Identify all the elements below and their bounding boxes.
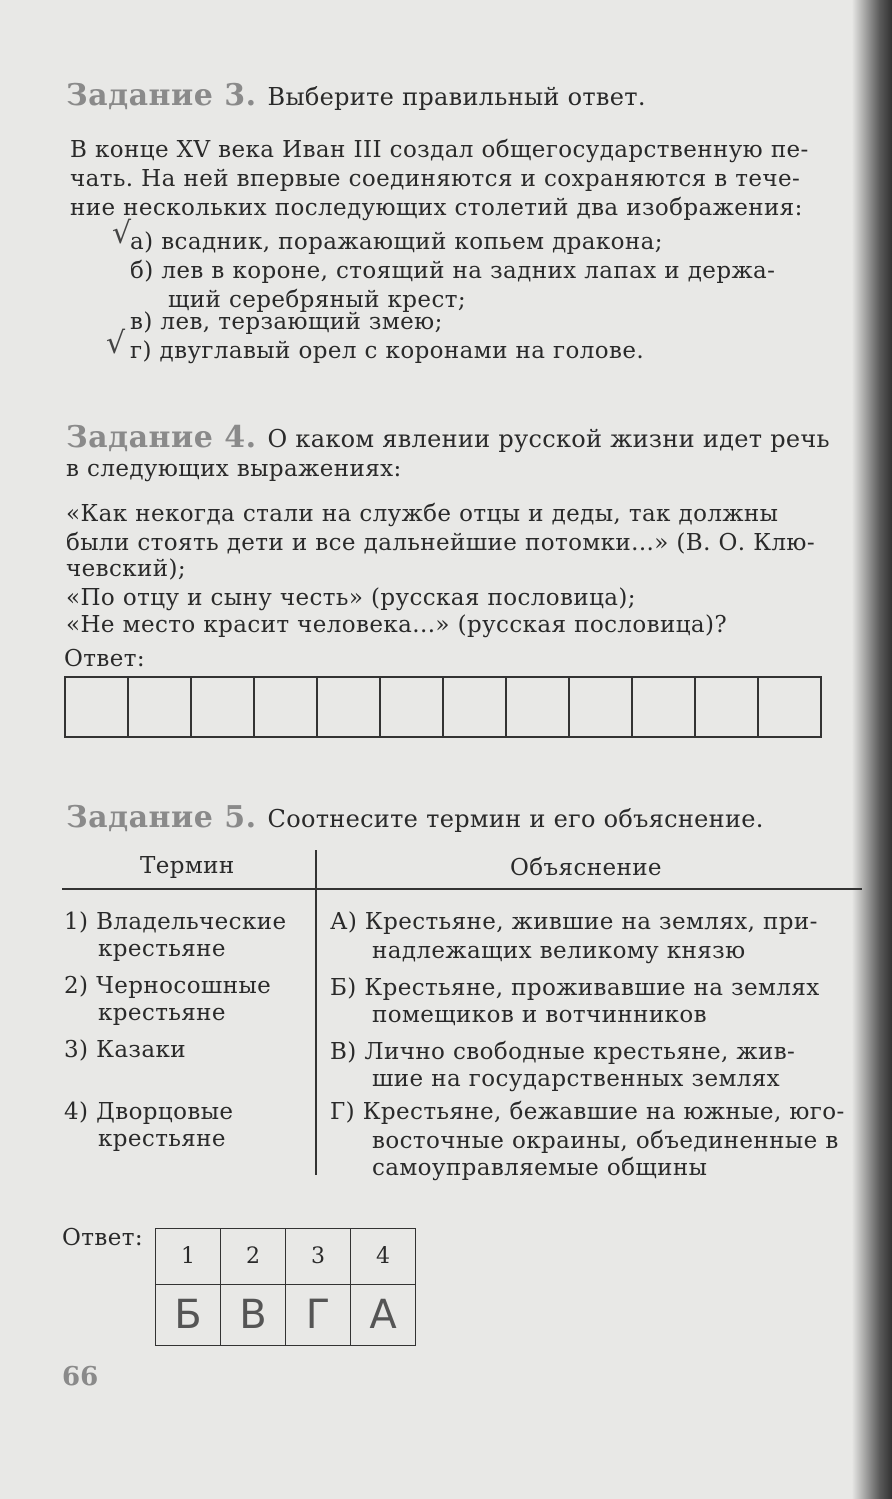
task5-answer-table [155, 1228, 416, 1346]
check-mark-a: √ [112, 216, 132, 251]
check-mark-g: √ [106, 326, 126, 361]
task4-answer-label: Ответ: [64, 646, 146, 672]
task3-option-a: а) всадник, поражающий копьем дракона; [130, 229, 663, 255]
answer-header-1: 1 [156, 1229, 221, 1285]
task5-col-term: Термин [140, 853, 235, 879]
answer-cell[interactable] [507, 678, 570, 736]
task3-text-line-2: чать. На ней впервые соединяются и сохраняются в тече- [70, 166, 801, 192]
task3-heading [66, 78, 646, 113]
answer-cell[interactable] [570, 678, 633, 736]
page-number: 66 [62, 1362, 99, 1392]
task5-question: Соотнесите термин и его объяснение. [267, 805, 764, 833]
task5-title: Задание 5. [66, 800, 257, 835]
answer-cell[interactable] [66, 678, 129, 736]
task3-text-line-1: В конце XV века Иван III создал общегосударственную пе- [70, 137, 809, 163]
answer-cell[interactable] [759, 678, 820, 736]
task4-title: Задание 4. [66, 420, 257, 455]
explanation-a-cont: надлежащих великому князю [372, 938, 746, 964]
term-2-cont: крестьяне [98, 1000, 226, 1026]
task4-question: О каком явлении русской жизни идет речь [267, 425, 830, 453]
task4-quote-line-1: «Как некогда стали на службе отцы и деды, так должны [66, 501, 779, 527]
explanation-g-cont-2: самоуправляемые общины [372, 1155, 708, 1181]
answer-value-2[interactable]: В [221, 1285, 286, 1346]
explanation-g: Г) Крестьяне, бежавшие на южные, юго- [330, 1099, 845, 1125]
table-column-divider [315, 850, 317, 1175]
table-header-divider [62, 888, 862, 890]
task4-answer-grid[interactable] [64, 676, 822, 738]
answer-cell[interactable] [633, 678, 696, 736]
task5-col-explanation: Объяснение [510, 855, 662, 881]
task3-option-v: в) лев, терзающий змею; [130, 309, 443, 335]
answer-value-4[interactable]: А [351, 1285, 416, 1346]
task4-quote-line-2: были стоять дети и все дальнейшие потомки...» (В. О. Клю- [66, 530, 816, 556]
task4-quote-line-5: «Не место красит человека...» (русская пословица)? [66, 612, 728, 638]
task5-answer-label: Ответ: [62, 1225, 144, 1251]
explanation-a: А) Крестьяне, жившие на землях, при- [330, 909, 818, 935]
task4-quote-line-4: «По отцу и сыну честь» (русская пословица); [66, 585, 636, 611]
task3-option-b-cont: щий серебряный крест; [168, 287, 466, 313]
explanation-b-cont: помещиков и вотчинников [372, 1002, 707, 1028]
term-1: 1) Владельческие [64, 909, 287, 935]
task3-question: Выберите правильный ответ. [267, 83, 646, 111]
term-1-cont: крестьяне [98, 936, 226, 962]
answer-cell[interactable] [696, 678, 759, 736]
page-edge-shadow [852, 0, 892, 1499]
task5-heading [66, 800, 764, 835]
explanation-v: В) Лично свободные крестьяне, жив- [330, 1039, 796, 1065]
answer-cell[interactable] [444, 678, 507, 736]
term-3: 3) Казаки [64, 1037, 186, 1063]
term-4: 4) Дворцовые [64, 1099, 234, 1125]
answer-header-3: 3 [286, 1229, 351, 1285]
answer-cell[interactable] [192, 678, 255, 736]
answer-header-2: 2 [221, 1229, 286, 1285]
answer-value-3[interactable]: Г [286, 1285, 351, 1346]
term-4-cont: крестьяне [98, 1126, 226, 1152]
term-2: 2) Черносошные [64, 973, 272, 999]
answer-cell[interactable] [129, 678, 192, 736]
explanation-b: Б) Крестьяне, проживавшие на землях [330, 975, 820, 1001]
explanation-g-cont: восточные окраины, объединенные в [372, 1128, 839, 1154]
task3-text-line-3: ние нескольких последующих столетий два изображения: [70, 195, 803, 221]
task3-title: Задание 3. [66, 78, 257, 113]
answer-cell[interactable] [318, 678, 381, 736]
task3-option-g: г) двуглавый орел с коронами на голове. [130, 338, 645, 364]
answer-cell[interactable] [255, 678, 318, 736]
answer-value-1[interactable]: Б [156, 1285, 221, 1346]
task3-option-b: б) лев в короне, стоящий на задних лапах и держа- [130, 258, 776, 284]
answer-header-4: 4 [351, 1229, 416, 1285]
task4-question-cont: в следующих выражениях: [66, 456, 402, 482]
answer-cell[interactable] [381, 678, 444, 736]
task4-quote-line-3: чевский); [66, 556, 187, 582]
explanation-v-cont: шие на государственных землях [372, 1066, 781, 1092]
task4-heading [66, 420, 830, 455]
